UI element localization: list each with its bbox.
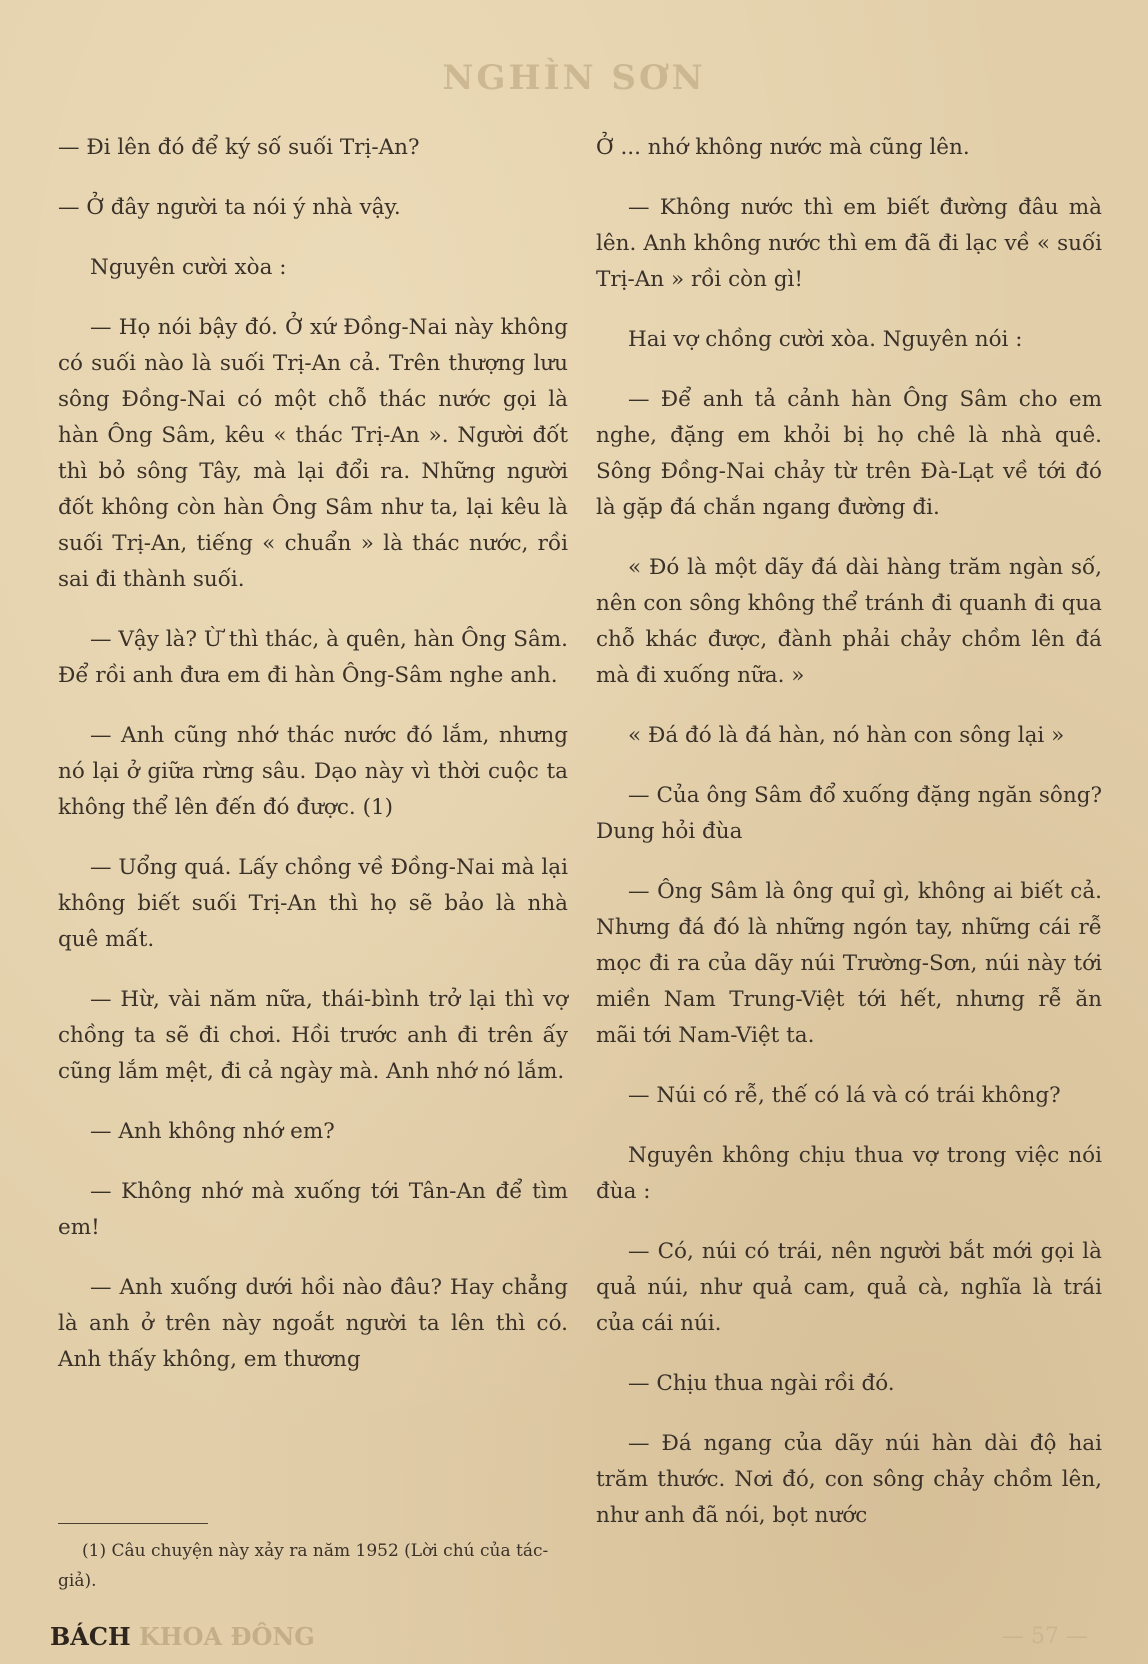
footnote-divider bbox=[58, 1523, 208, 1524]
paragraph: — Có, núi có trái, nên người bắt mới gọi là quả núi, như quả cam, quả cà, nghĩa là trái của cái núi. bbox=[596, 1239, 1102, 1336]
footer-publication-faded: KHOA ĐÔNG bbox=[139, 1622, 315, 1651]
paragraph: Nguyên không chịu thua vợ trong việc nói đùa : bbox=[596, 1143, 1102, 1204]
paragraph: Ở ... nhớ không nước mà cũng lên. bbox=[596, 135, 970, 160]
paragraph: — Để anh tả cảnh hàn Ông Sâm cho em nghe, đặng em khỏi bị họ chê là nhà quê. Sông Đồng-Nai chảy từ trên Đà-Lạt về tới đó là gặp đá chắn ngang đường đi. bbox=[596, 387, 1102, 520]
paragraph: — Đá ngang của dãy núi hàn dài độ hai trăm thước. Nơi đó, con sông chảy chồm lên, như anh đã nói, bọt nước bbox=[596, 1431, 1102, 1528]
paragraph: Nguyên cười xòa : bbox=[90, 255, 287, 280]
paragraph: — Đi lên đó để ký số suối Trị-An? bbox=[58, 135, 420, 160]
paragraph: « Đá đó là đá hàn, nó hàn con sông lại » bbox=[628, 723, 1065, 748]
paragraph: — Ông Sâm là ông quỉ gì, không ai biết cả. Nhưng đá đó là những ngón tay, những cái rễ mọc đi ra của dãy núi Trường-Sơn, núi này tới miền Nam Trung-Việt tới hết, nhưng rễ ăn mãi tới Nam-Việt ta. bbox=[596, 879, 1102, 1048]
paragraph: — Uổng quá. Lấy chồng về Đồng-Nai mà lại không biết suối Trị-An thì họ sẽ bảo là nhà quê mất. bbox=[58, 855, 568, 952]
paragraph: — Không nhớ mà xuống tới Tân-An để tìm em! bbox=[58, 1179, 568, 1240]
footnote: (1) Câu chuyện này xảy ra năm 1952 (Lời chú của tác-giả). bbox=[58, 1541, 549, 1591]
right-column bbox=[596, 130, 1102, 1558]
paragraph: — Hừ, vài năm nữa, thái-bình trở lại thì vợ chồng ta sẽ đi chơi. Hồi trước anh đi trên ấy cũng lắm mệt, đi cả ngày mà. Anh nhớ nó lắm. bbox=[58, 987, 568, 1084]
paragraph: « Đó là một dãy đá dài hàng trăm ngàn số, nên con sông không thể tránh đi quanh đi qua chỗ khác được, đành phải chảy chồm lên đá mà đi xuống nữa. » bbox=[596, 555, 1102, 688]
footer-publication-name bbox=[50, 1622, 315, 1651]
running-header: NGHÌN SƠN bbox=[442, 58, 706, 98]
paragraph: — Không nước thì em biết đường đâu mà lên. Anh không nước thì em đã đi lạc về « suối Trị-An » rồi còn gì! bbox=[596, 195, 1102, 292]
paragraph: — Chịu thua ngài rồi đó. bbox=[628, 1371, 895, 1396]
paragraph: — Anh cũng nhớ thác nước đó lắm, nhưng nó lại ở giữa rừng sâu. Dạo này vì thời cuộc ta không thể lên đến đó được. (1) bbox=[58, 723, 568, 820]
paragraph: — Của ông Sâm đổ xuống đặng ngăn sông? Dung hỏi đùa bbox=[596, 783, 1102, 844]
paragraph: — Vậy là? Ừ thì thác, à quên, hàn Ông Sâm. Để rồi anh đưa em đi hàn Ông-Sâm nghe anh. bbox=[58, 627, 568, 688]
paragraph: — Anh xuống dưới hồi nào đâu? Hay chẳng là anh ở trên này ngoắt người ta lên thì có. Anh thấy không, em thương bbox=[58, 1275, 568, 1372]
page-number: — 57 — bbox=[1002, 1624, 1088, 1649]
paragraph: — Họ nói bậy đó. Ở xứ Đồng-Nai này không có suối nào là suối Trị-An cả. Trên thượng lưu sông Đồng-Nai có một chỗ thác nước gọi là hàn Ông Sâm, kêu « thác Trị-An ». Người đốt thì bỏ sông Tây, mà lại đổi ra. Những người đốt không còn hàn Ông Sâm như ta, lại kêu là suối Trị-An, tiếng « chuẩn » là thác nước, rồi sai đi thành suối. bbox=[58, 315, 568, 592]
footer-publication-word: BÁCH bbox=[50, 1622, 131, 1651]
left-column bbox=[58, 130, 568, 1402]
paragraph: — Núi có rễ, thế có lá và có trái không? bbox=[628, 1083, 1061, 1108]
paragraph: — Ở đây người ta nói ý nhà vậy. bbox=[58, 195, 401, 220]
paragraph: — Anh không nhớ em? bbox=[90, 1119, 335, 1144]
paragraph: Hai vợ chồng cười xòa. Nguyên nói : bbox=[628, 327, 1023, 352]
